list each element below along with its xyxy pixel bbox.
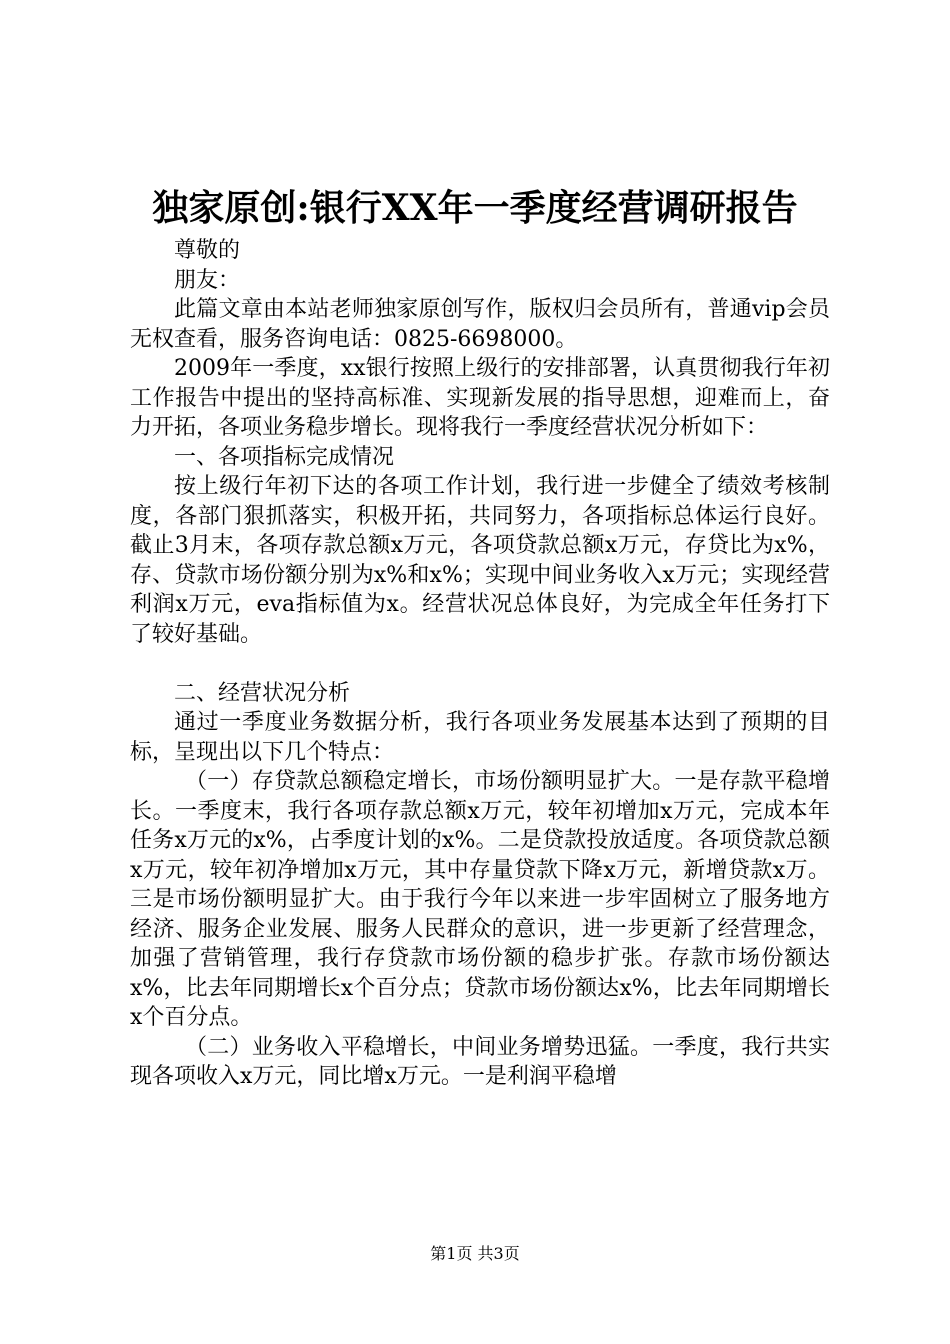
section-heading-1: 一、各项指标完成情况 bbox=[174, 444, 395, 470]
deposit-loan-paragraph: （一）存贷款总额稳定增长，市场份额明显扩大。一是存款平稳增长。一季度末，我行各项存款总额x万元，较年初增加x万元，完成本年任务x万元的x%，占季度计划的x%。二是贷款投放适度。各项贷款总额x万元，较年初净增加x万元，其中存量贷款下降x万元，新增贷款x万。三是市场份额明显扩大。由于我行今年以来进一步牢固树立了服务地方经济、服务企业发展、服务人民群众的意识，进一步更新了经营理念，加强了营销管理，我行存贷款市场份额的稳步扩张。存款市场份额达x%，比去年同期增长x个百分点；贷款市场份额达x%，比去年同期增长x个百分点。 bbox=[130, 769, 830, 1030]
greeting-line-2: 朋友： bbox=[174, 267, 241, 293]
intro-paragraph: 2009年一季度，xx银行按照上级行的安排部署，认真贯彻我行年初工作报告中提出的坚持高标准、实现新发展的指导思想，迎难而上，奋力开拓，各项业务稳步增长。现将我行一季度经营状况分析如下： bbox=[130, 356, 830, 440]
greeting-line-1: 尊敬的 bbox=[174, 238, 241, 263]
document-body bbox=[130, 236, 830, 1092]
page-number-footer: 第1页 共3页 bbox=[430, 1244, 520, 1263]
section-heading-2: 二、经营状况分析 bbox=[174, 680, 351, 706]
document-title: 独家原创:银行XX年一季度经营调研报告 bbox=[152, 187, 798, 229]
indicators-paragraph: 按上级行年初下达的各项工作计划，我行进一步健全了绩效考核制度，各部门狠抓落实，积极开拓，共同努力，各项指标总体运行良好。截止3月末，各项存款总额x万元，各项贷款总额x万元，存贷比为x%，存、贷款市场份额分别为x%和x%；实现中间业务收入x万元；实现经营利润x万元，eva指标值为x。经营状况总体良好，为完成全年任务打下了较好基础。 bbox=[130, 474, 830, 647]
income-paragraph: （二）业务收入平稳增长，中间业务增势迅猛。一季度，我行共实现各项收入x万元，同比增x万元。一是利润平稳增 bbox=[130, 1034, 830, 1089]
copyright-notice-paragraph: 此篇文章由本站老师独家原创写作，版权归会员所有，普通vip会员无权查看，服务咨询电话：0825-6698000。 bbox=[130, 297, 830, 352]
paragraph-spacer bbox=[130, 649, 830, 679]
analysis-intro-paragraph: 通过一季度业务数据分析，我行各项业务发展基本达到了预期的目标，呈现出以下几个特点： bbox=[130, 710, 830, 765]
